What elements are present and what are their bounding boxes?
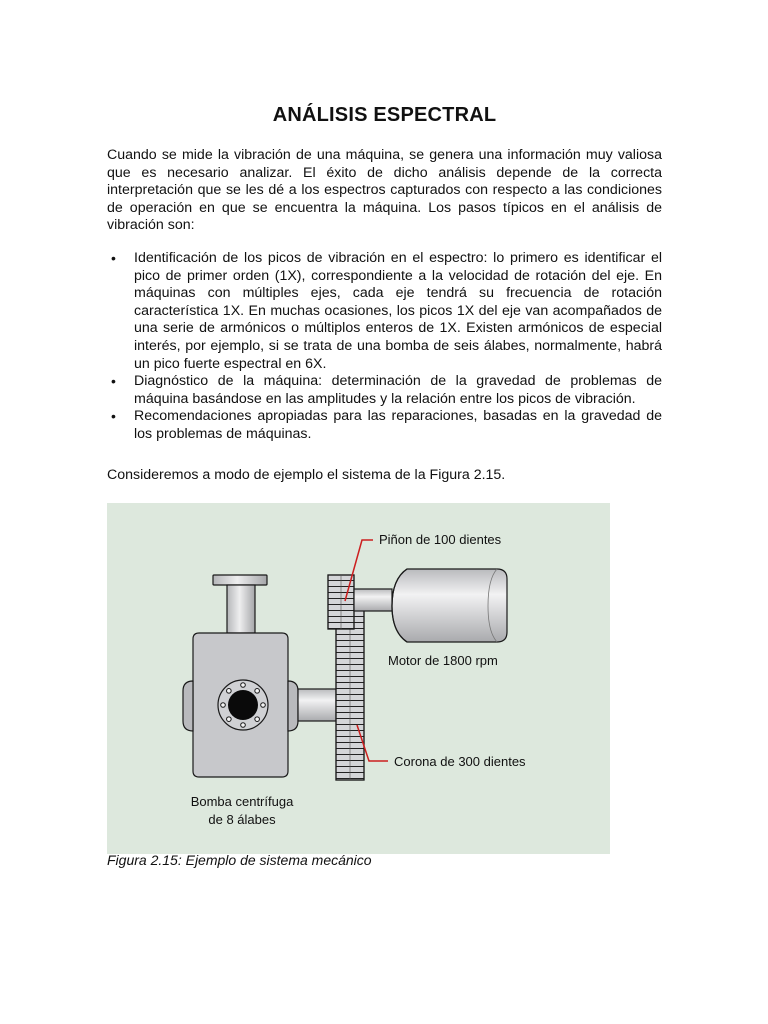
list-item: • Recomendaciones apropiadas para las reparaciones, basadas en la gravedad de los problemas de máquinas. <box>111 408 662 442</box>
flange-bolt <box>241 683 246 688</box>
pump-inlet-hole <box>228 690 258 720</box>
flange-bolt <box>241 723 246 728</box>
figure-caption: Figura 2.15: Ejemplo de sistema mecánico <box>107 852 372 868</box>
flange-bolt <box>221 703 226 708</box>
mechanical-system-figure <box>107 503 610 854</box>
motor <box>392 569 507 642</box>
consider-paragraph: Consideremos a modo de ejemplo el sistema de la Figura 2.15. <box>107 467 506 483</box>
flange-bolt <box>255 717 260 722</box>
flange-bolt <box>227 717 232 722</box>
list-item: • Diagnóstico de la máquina: determinación de la gravedad de problemas de máquina basándose en las amplitudes y la relación entre los picos de vibración. <box>111 373 662 407</box>
flange-bolt <box>227 689 232 694</box>
flange-bolt <box>255 689 260 694</box>
intro-paragraph: Cuando se mide la vibración de una máquina, se genera una información muy valiosa que es necesario analizar. El éxito de dicho análisis depende de la correcta interpretación que se les dé a los espectros capturados con respecto a las condiciones de operación en que se encuentra la máquina. Los pasos típicos en el análisis de vibración son: <box>107 147 662 234</box>
list-item-text: Recomendaciones apropiadas para las reparaciones, basadas en la gravedad de los problemas de máquinas. <box>134 408 662 442</box>
pump-body <box>183 575 298 777</box>
motor-label: Motor de 1800 rpm <box>388 653 498 668</box>
steps-list <box>107 250 662 444</box>
motor-shaft <box>354 589 392 611</box>
crown-label: Corona de 300 dientes <box>394 754 526 769</box>
pump-shaft <box>298 689 336 721</box>
page-title: ANÁLISIS ESPECTRAL <box>272 104 497 126</box>
pinion-label: Piñon de 100 dientes <box>379 532 502 547</box>
pump-label-line1: Bomba centrífuga <box>190 794 294 809</box>
crown-gear <box>336 610 364 780</box>
mechanical-system-diagram <box>107 503 610 854</box>
pump-label-line2: de 8 álabes <box>208 812 276 827</box>
list-item: • Identificación de los picos de vibración en el espectro: lo primero es identificar el pico de primer orden (1X), correspondiente a la velocidad de rotación del eje. En máquinas con múltiples ejes, cada eje tendrá su frecuencia de rotación característica 1X. En muchas ocasiones, los picos 1X del eje van acompañados de una serie de armónicos o múltiplos enteros de 1X. Existen armónicos de especial interés, por ejemplo, si se trata de una bomba de seis álabes, normalmente, habrá un pico fuerte espectral en 6X. <box>111 250 662 372</box>
flange-bolt <box>261 703 266 708</box>
list-item-text: Identificación de los picos de vibración en el espectro: lo primero es identificar el pico de primer orden (1X), correspondiente a la velocidad de rotación del eje. En máquinas con múltiples ejes, cada eje tendrá su frecuencia de rotación característica 1X. En muchas ocasiones, los picos 1X del eje van acompañados de una serie de armónicos o múltiplos enteros de 1X. Existen armónicos de especial interés, por ejemplo, si se trata de una bomba de seis álabes, normalmente, habrá un pico fuerte espectral en 6X. <box>134 250 662 372</box>
list-item-text: Diagnóstico de la máquina: determinación de la gravedad de problemas de máquina basándose en las amplitudes y la relación entre los picos de vibración. <box>134 373 662 407</box>
